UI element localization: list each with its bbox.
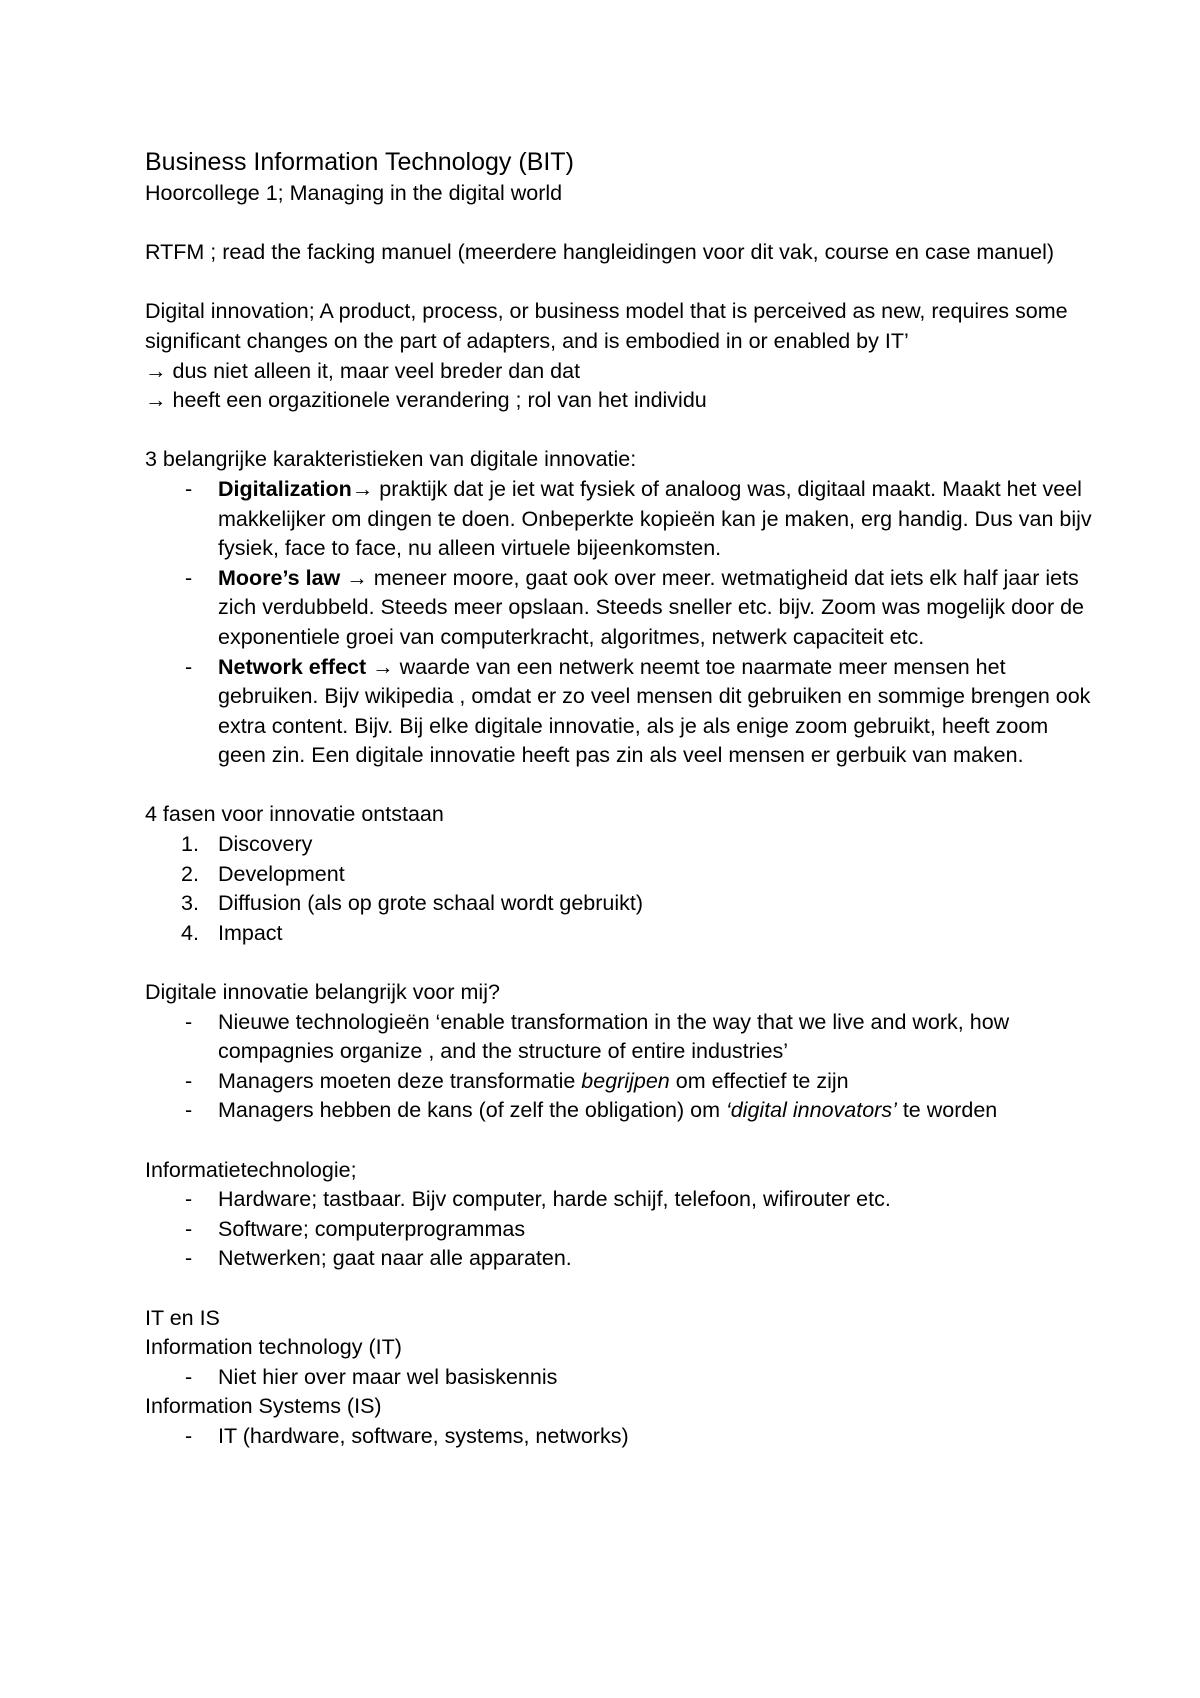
belang-heading: Digitale innovatie belangrijk voor mij? xyxy=(145,980,500,1005)
document-title: Business Information Technology (BIT) xyxy=(145,148,574,176)
it-list xyxy=(145,1185,1095,1274)
term-moores-law: Moore’s law xyxy=(218,565,341,590)
arrow-line-1 xyxy=(145,357,1095,387)
fasen-list xyxy=(145,830,1095,948)
emphasis: ‘digital innovators’ xyxy=(725,1098,897,1123)
karakteristieken-list xyxy=(145,475,1095,771)
spacer xyxy=(145,771,1095,801)
list-item xyxy=(145,564,1095,653)
list-item-text: Nieuwe technologieën ‘enable transformation in the way that we live and work, how compagnies organize , and the structure of entire industries’ xyxy=(218,1009,1010,1064)
list-item-text: Software; computerprogrammas xyxy=(218,1216,526,1241)
dash-bullet: - xyxy=(185,1364,193,1389)
dash-bullet: - xyxy=(185,476,193,501)
list-number: 2. xyxy=(181,861,199,886)
list-item-text: Managers hebben de kans (of zelf the obligation) om xyxy=(218,1098,726,1123)
list-item-text: Diffusion (als op grote schaal wordt gebruikt) xyxy=(218,891,644,916)
dash-bullet: - xyxy=(185,1098,193,1123)
dash-bullet: - xyxy=(185,565,193,590)
emphasis: begrijpen xyxy=(581,1068,670,1093)
list-item-text: Impact xyxy=(218,920,283,945)
list-item xyxy=(145,830,1095,860)
list-number: 1. xyxy=(181,832,199,857)
spacer xyxy=(145,948,1095,978)
spacer xyxy=(145,416,1095,446)
list-item xyxy=(145,919,1095,949)
fasen-heading: 4 fasen voor innovatie ontstaan xyxy=(145,802,444,827)
term-network-effect: Network effect xyxy=(218,654,367,679)
spacer xyxy=(145,268,1095,298)
list-item-text: Development xyxy=(218,861,345,886)
list-item-text: IT (hardware, software, systems, networks) xyxy=(218,1423,629,1448)
is-label: Information Systems (IS) xyxy=(145,1394,382,1419)
list-item xyxy=(145,1215,1095,1245)
term-description: waarde van een netwerk neemt toe naarmate meer mensen het gebruiken. Bijv wikipedia , omdat er zo veel mensen dit gebruiken en sommige brengen ook extra content. Bijv. Bij elke digitale innovatie, als je als enige zoom gebruikt, heeft zoom geen zin. Een digitale innovatie heeft pas zin als veel mensen er gerbuik van maken. xyxy=(218,654,1091,768)
list-item-text: Discovery xyxy=(218,832,313,857)
list-item xyxy=(145,860,1095,890)
it-en-is-heading: IT en IS xyxy=(145,1305,220,1330)
arrow-icon: → xyxy=(145,358,167,383)
list-item-text: Niet hier over maar wel basiskennis xyxy=(218,1364,558,1389)
list-item-text: Hardware; tastbaar. Bijv computer, harde schijf, telefoon, wifirouter etc. xyxy=(218,1187,891,1212)
list-item xyxy=(145,1185,1095,1215)
spacer xyxy=(145,1274,1095,1304)
list-number: 3. xyxy=(181,891,199,916)
it-heading: Informatietechnologie; xyxy=(145,1157,357,1182)
list-item-text: om effectief te zijn xyxy=(669,1068,849,1093)
dash-bullet: - xyxy=(185,1246,193,1271)
arrow-icon: → xyxy=(145,388,167,413)
list-item xyxy=(145,1008,1095,1067)
dash-bullet: - xyxy=(185,1423,193,1448)
dash-bullet: - xyxy=(185,654,193,679)
list-item xyxy=(145,1096,1095,1126)
arrow-icon: → xyxy=(351,476,374,501)
list-item xyxy=(145,1244,1095,1274)
list-number: 4. xyxy=(181,920,199,945)
list-item xyxy=(145,653,1095,771)
arrow-line-2 xyxy=(145,386,1095,416)
document-subtitle: Hoorcollege 1; Managing in the digital world xyxy=(145,181,563,205)
karakteristieken-heading: 3 belangrijke karakteristieken van digitale innovatie: xyxy=(145,447,637,472)
list-item xyxy=(145,889,1095,919)
belang-list xyxy=(145,1008,1095,1126)
list-item-text: Netwerken; gaat naar alle apparaten. xyxy=(218,1246,572,1271)
term-description: meneer moore, gaat ook over meer. wetmatigheid dat iets elk half jaar iets zich verdubbeld. Steeds meer opslaan. Steeds sneller etc. bijv. Zoom was mogelijk door de exponentiele groei van computerkracht, algoritmes, netwerk capaciteit etc. xyxy=(218,565,1085,649)
document-page xyxy=(145,145,1095,1452)
rtfm-paragraph: RTFM ; read the facking manuel (meerdere hangleidingen voor dit vak, course en case manuel) xyxy=(145,240,1055,265)
list-item-text: te worden xyxy=(896,1098,998,1123)
spacer xyxy=(145,1126,1095,1156)
is-sub-list xyxy=(145,1422,1095,1452)
it-sub-list xyxy=(145,1363,1095,1393)
arrow-icon: → xyxy=(372,654,394,679)
list-item xyxy=(145,1422,1095,1452)
dash-bullet: - xyxy=(185,1068,193,1093)
arrow-line-text: heeft een orgazitionele verandering ; rol van het individu xyxy=(172,388,707,413)
dash-bullet: - xyxy=(185,1187,193,1212)
digital-innovation-paragraph: Digital innovation; A product, process, or business model that is perceived as new, requires some significant changes on the part of adapters, and is embodied in or enabled by IT’ xyxy=(145,299,1068,353)
dash-bullet: - xyxy=(185,1009,193,1034)
arrow-line-text: dus niet alleen it, maar veel breder dan dat xyxy=(172,358,581,383)
list-item xyxy=(145,475,1095,564)
it-label: Information technology (IT) xyxy=(145,1335,402,1360)
list-item xyxy=(145,1363,1095,1393)
list-item xyxy=(145,1067,1095,1097)
dash-bullet: - xyxy=(185,1216,193,1241)
list-item-text: Managers moeten deze transformatie xyxy=(218,1068,582,1093)
term-description: praktijk dat je iet wat fysiek of analoog was, digitaal maakt. Maakt het veel makkelijker om dingen te doen. Onbeperkte kopieën kan je maken, erg handig. Dus van bijv fysiek, face to face, nu alleen virtuele bijeenkomsten. xyxy=(218,476,1092,561)
term-digitalization: Digitalization xyxy=(218,476,352,501)
spacer xyxy=(145,209,1095,239)
arrow-icon: → xyxy=(346,565,368,590)
